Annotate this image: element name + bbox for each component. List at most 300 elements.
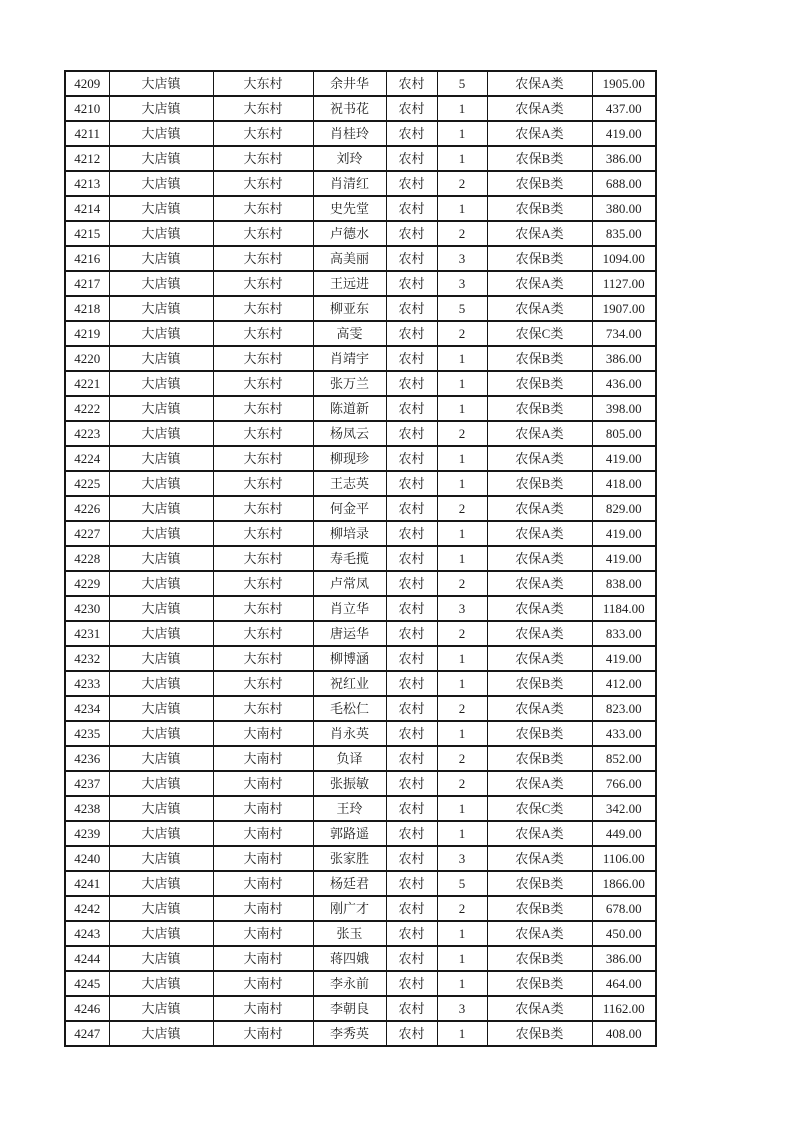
cell-person-count: 1 (437, 721, 487, 746)
cell-insurance-category: 农保B类 (487, 946, 592, 971)
cell-residence-type: 农村 (386, 771, 437, 796)
cell-town: 大店镇 (109, 721, 213, 746)
table-row (65, 396, 656, 421)
cell-row-no: 4230 (65, 596, 109, 621)
cell-insurance-category: 农保C类 (487, 321, 592, 346)
cell-village: 大东村 (213, 621, 313, 646)
cell-residence-type: 农村 (386, 246, 437, 271)
cell-village: 大东村 (213, 96, 313, 121)
cell-name: 张玉 (313, 921, 386, 946)
cell-insurance-category: 农保B类 (487, 721, 592, 746)
cell-amount: 688.00 (592, 171, 656, 196)
cell-village: 大东村 (213, 671, 313, 696)
cell-name: 肖永英 (313, 721, 386, 746)
cell-person-count: 1 (437, 1021, 487, 1046)
cell-insurance-category: 农保A类 (487, 646, 592, 671)
cell-amount: 1866.00 (592, 871, 656, 896)
cell-row-no: 4242 (65, 896, 109, 921)
cell-name: 李秀英 (313, 1021, 386, 1046)
cell-insurance-category: 农保A类 (487, 496, 592, 521)
cell-insurance-category: 农保B类 (487, 346, 592, 371)
cell-row-no: 4223 (65, 421, 109, 446)
cell-insurance-category: 农保A类 (487, 771, 592, 796)
cell-village: 大南村 (213, 821, 313, 846)
cell-person-count: 3 (437, 996, 487, 1021)
cell-town: 大店镇 (109, 621, 213, 646)
cell-town: 大店镇 (109, 696, 213, 721)
table-row (65, 196, 656, 221)
cell-person-count: 2 (437, 496, 487, 521)
cell-name: 毛松仁 (313, 696, 386, 721)
cell-town: 大店镇 (109, 946, 213, 971)
cell-village: 大东村 (213, 396, 313, 421)
cell-village: 大南村 (213, 921, 313, 946)
cell-residence-type: 农村 (386, 621, 437, 646)
table-row (65, 846, 656, 871)
cell-insurance-category: 农保B类 (487, 171, 592, 196)
cell-row-no: 4226 (65, 496, 109, 521)
cell-row-no: 4221 (65, 371, 109, 396)
cell-residence-type: 农村 (386, 121, 437, 146)
cell-town: 大店镇 (109, 771, 213, 796)
cell-name: 张振敏 (313, 771, 386, 796)
cell-amount: 342.00 (592, 796, 656, 821)
cell-amount: 835.00 (592, 221, 656, 246)
cell-amount: 1162.00 (592, 996, 656, 1021)
cell-name: 王志英 (313, 471, 386, 496)
cell-amount: 1094.00 (592, 246, 656, 271)
cell-village: 大东村 (213, 546, 313, 571)
cell-person-count: 3 (437, 846, 487, 871)
cell-person-count: 1 (437, 196, 487, 221)
cell-row-no: 4209 (65, 71, 109, 96)
cell-person-count: 1 (437, 521, 487, 546)
cell-amount: 418.00 (592, 471, 656, 496)
table-row (65, 871, 656, 896)
cell-amount: 838.00 (592, 571, 656, 596)
cell-insurance-category: 农保A类 (487, 571, 592, 596)
cell-amount: 386.00 (592, 146, 656, 171)
cell-name: 杨凤云 (313, 421, 386, 446)
cell-amount: 419.00 (592, 646, 656, 671)
cell-residence-type: 农村 (386, 796, 437, 821)
cell-insurance-category: 农保A类 (487, 546, 592, 571)
cell-residence-type: 农村 (386, 721, 437, 746)
cell-town: 大店镇 (109, 246, 213, 271)
cell-residence-type: 农村 (386, 521, 437, 546)
cell-person-count: 5 (437, 871, 487, 896)
cell-name: 柳现珍 (313, 446, 386, 471)
cell-name: 寿毛揽 (313, 546, 386, 571)
cell-row-no: 4210 (65, 96, 109, 121)
table-row (65, 371, 656, 396)
cell-town: 大店镇 (109, 496, 213, 521)
cell-row-no: 4228 (65, 546, 109, 571)
table-row (65, 621, 656, 646)
cell-town: 大店镇 (109, 521, 213, 546)
cell-residence-type: 农村 (386, 846, 437, 871)
cell-residence-type: 农村 (386, 146, 437, 171)
table-row (65, 896, 656, 921)
cell-town: 大店镇 (109, 146, 213, 171)
cell-row-no: 4241 (65, 871, 109, 896)
cell-insurance-category: 农保A类 (487, 696, 592, 721)
cell-row-no: 4233 (65, 671, 109, 696)
table-row (65, 246, 656, 271)
cell-village: 大东村 (213, 296, 313, 321)
cell-amount: 419.00 (592, 521, 656, 546)
table-row (65, 1021, 656, 1046)
cell-person-count: 1 (437, 471, 487, 496)
cell-residence-type: 农村 (386, 546, 437, 571)
cell-town: 大店镇 (109, 71, 213, 96)
table-row (65, 971, 656, 996)
cell-residence-type: 农村 (386, 871, 437, 896)
cell-village: 大东村 (213, 496, 313, 521)
cell-residence-type: 农村 (386, 421, 437, 446)
cell-amount: 1184.00 (592, 596, 656, 621)
cell-residence-type: 农村 (386, 346, 437, 371)
table-row (65, 996, 656, 1021)
cell-person-count: 1 (437, 371, 487, 396)
cell-person-count: 1 (437, 796, 487, 821)
table-row (65, 671, 656, 696)
cell-town: 大店镇 (109, 396, 213, 421)
cell-amount: 398.00 (592, 396, 656, 421)
cell-town: 大店镇 (109, 971, 213, 996)
cell-village: 大东村 (213, 696, 313, 721)
cell-name: 柳博涵 (313, 646, 386, 671)
cell-town: 大店镇 (109, 346, 213, 371)
cell-residence-type: 农村 (386, 996, 437, 1021)
cell-person-count: 1 (437, 671, 487, 696)
cell-person-count: 1 (437, 96, 487, 121)
cell-village: 大东村 (213, 246, 313, 271)
cell-amount: 829.00 (592, 496, 656, 521)
cell-person-count: 2 (437, 421, 487, 446)
table-row (65, 121, 656, 146)
cell-residence-type: 农村 (386, 696, 437, 721)
cell-insurance-category: 农保B类 (487, 246, 592, 271)
cell-row-no: 4212 (65, 146, 109, 171)
cell-amount: 1127.00 (592, 271, 656, 296)
cell-amount: 419.00 (592, 121, 656, 146)
cell-village: 大东村 (213, 521, 313, 546)
cell-village: 大东村 (213, 571, 313, 596)
cell-name: 负译 (313, 746, 386, 771)
cell-insurance-category: 农保A类 (487, 821, 592, 846)
cell-insurance-category: 农保A类 (487, 96, 592, 121)
table-row (65, 821, 656, 846)
cell-person-count: 5 (437, 296, 487, 321)
cell-village: 大东村 (213, 346, 313, 371)
cell-residence-type: 农村 (386, 1021, 437, 1046)
cell-village: 大东村 (213, 146, 313, 171)
cell-insurance-category: 农保B类 (487, 871, 592, 896)
cell-person-count: 1 (437, 446, 487, 471)
cell-village: 大南村 (213, 871, 313, 896)
cell-residence-type: 农村 (386, 96, 437, 121)
cell-town: 大店镇 (109, 446, 213, 471)
cell-town: 大店镇 (109, 321, 213, 346)
cell-insurance-category: 农保C类 (487, 796, 592, 821)
cell-residence-type: 农村 (386, 296, 437, 321)
cell-row-no: 4240 (65, 846, 109, 871)
table-row (65, 446, 656, 471)
cell-person-count: 1 (437, 146, 487, 171)
cell-row-no: 4245 (65, 971, 109, 996)
cell-town: 大店镇 (109, 196, 213, 221)
table-row (65, 646, 656, 671)
table-row (65, 771, 656, 796)
cell-row-no: 4216 (65, 246, 109, 271)
cell-residence-type: 农村 (386, 496, 437, 521)
cell-name: 何金平 (313, 496, 386, 521)
cell-person-count: 5 (437, 71, 487, 96)
table-row (65, 546, 656, 571)
cell-residence-type: 农村 (386, 71, 437, 96)
table-row (65, 96, 656, 121)
cell-row-no: 4218 (65, 296, 109, 321)
cell-person-count: 2 (437, 571, 487, 596)
table-row (65, 946, 656, 971)
cell-insurance-category: 农保B类 (487, 396, 592, 421)
cell-village: 大东村 (213, 71, 313, 96)
cell-person-count: 1 (437, 396, 487, 421)
cell-town: 大店镇 (109, 421, 213, 446)
cell-village: 大东村 (213, 171, 313, 196)
cell-person-count: 2 (437, 171, 487, 196)
cell-name: 肖清红 (313, 171, 386, 196)
cell-town: 大店镇 (109, 121, 213, 146)
cell-residence-type: 农村 (386, 896, 437, 921)
cell-insurance-category: 农保B类 (487, 896, 592, 921)
cell-amount: 450.00 (592, 921, 656, 946)
cell-person-count: 2 (437, 321, 487, 346)
cell-insurance-category: 农保B类 (487, 471, 592, 496)
cell-residence-type: 农村 (386, 571, 437, 596)
cell-residence-type: 农村 (386, 821, 437, 846)
cell-row-no: 4225 (65, 471, 109, 496)
cell-name: 王远进 (313, 271, 386, 296)
cell-insurance-category: 农保B类 (487, 1021, 592, 1046)
cell-insurance-category: 农保B类 (487, 196, 592, 221)
cell-residence-type: 农村 (386, 271, 437, 296)
cell-residence-type: 农村 (386, 471, 437, 496)
cell-row-no: 4217 (65, 271, 109, 296)
cell-name: 卢常凤 (313, 571, 386, 596)
cell-amount: 833.00 (592, 621, 656, 646)
cell-amount: 823.00 (592, 696, 656, 721)
cell-amount: 380.00 (592, 196, 656, 221)
table-row (65, 796, 656, 821)
cell-row-no: 4220 (65, 346, 109, 371)
cell-amount: 1905.00 (592, 71, 656, 96)
cell-name: 李永前 (313, 971, 386, 996)
cell-residence-type: 农村 (386, 671, 437, 696)
cell-person-count: 1 (437, 646, 487, 671)
cell-row-no: 4238 (65, 796, 109, 821)
cell-village: 大东村 (213, 121, 313, 146)
cell-insurance-category: 农保A类 (487, 421, 592, 446)
cell-amount: 386.00 (592, 946, 656, 971)
cell-insurance-category: 农保A类 (487, 221, 592, 246)
cell-insurance-category: 农保A类 (487, 271, 592, 296)
cell-name: 李朝良 (313, 996, 386, 1021)
cell-village: 大南村 (213, 971, 313, 996)
table-row (65, 746, 656, 771)
cell-town: 大店镇 (109, 646, 213, 671)
table-row (65, 221, 656, 246)
cell-person-count: 1 (437, 946, 487, 971)
cell-name: 祝书花 (313, 96, 386, 121)
table-row (65, 471, 656, 496)
table-row (65, 296, 656, 321)
cell-town: 大店镇 (109, 471, 213, 496)
cell-amount: 852.00 (592, 746, 656, 771)
cell-row-no: 4229 (65, 571, 109, 596)
cell-town: 大店镇 (109, 371, 213, 396)
cell-name: 肖靖宇 (313, 346, 386, 371)
cell-residence-type: 农村 (386, 596, 437, 621)
table-row (65, 521, 656, 546)
cell-village: 大南村 (213, 1021, 313, 1046)
cell-row-no: 4244 (65, 946, 109, 971)
table-row (65, 346, 656, 371)
cell-village: 大南村 (213, 796, 313, 821)
cell-insurance-category: 农保A类 (487, 596, 592, 621)
cell-village: 大东村 (213, 321, 313, 346)
cell-insurance-category: 农保A类 (487, 846, 592, 871)
cell-name: 柳亚东 (313, 296, 386, 321)
cell-residence-type: 农村 (386, 971, 437, 996)
cell-amount: 433.00 (592, 721, 656, 746)
cell-town: 大店镇 (109, 796, 213, 821)
cell-insurance-category: 农保B类 (487, 971, 592, 996)
cell-residence-type: 农村 (386, 221, 437, 246)
cell-town: 大店镇 (109, 996, 213, 1021)
table-row (65, 596, 656, 621)
cell-insurance-category: 农保B类 (487, 746, 592, 771)
cell-village: 大东村 (213, 446, 313, 471)
cell-village: 大东村 (213, 221, 313, 246)
cell-residence-type: 农村 (386, 196, 437, 221)
cell-town: 大店镇 (109, 171, 213, 196)
cell-amount: 1106.00 (592, 846, 656, 871)
cell-person-count: 1 (437, 546, 487, 571)
cell-name: 高美丽 (313, 246, 386, 271)
cell-row-no: 4236 (65, 746, 109, 771)
cell-town: 大店镇 (109, 571, 213, 596)
cell-row-no: 4215 (65, 221, 109, 246)
table-row (65, 321, 656, 346)
cell-name: 张家胜 (313, 846, 386, 871)
table-row (65, 71, 656, 96)
cell-village: 大南村 (213, 896, 313, 921)
cell-row-no: 4227 (65, 521, 109, 546)
cell-insurance-category: 农保A类 (487, 621, 592, 646)
cell-village: 大南村 (213, 771, 313, 796)
cell-name: 肖桂玲 (313, 121, 386, 146)
cell-village: 大南村 (213, 996, 313, 1021)
cell-amount: 678.00 (592, 896, 656, 921)
cell-person-count: 1 (437, 346, 487, 371)
cell-residence-type: 农村 (386, 746, 437, 771)
cell-village: 大东村 (213, 596, 313, 621)
cell-row-no: 4246 (65, 996, 109, 1021)
cell-town: 大店镇 (109, 921, 213, 946)
cell-town: 大店镇 (109, 821, 213, 846)
cell-person-count: 2 (437, 696, 487, 721)
cell-name: 高雯 (313, 321, 386, 346)
cell-insurance-category: 农保A类 (487, 121, 592, 146)
cell-name: 柳培录 (313, 521, 386, 546)
cell-row-no: 4213 (65, 171, 109, 196)
cell-insurance-category: 农保A类 (487, 446, 592, 471)
cell-name: 祝红业 (313, 671, 386, 696)
cell-row-no: 4239 (65, 821, 109, 846)
cell-row-no: 4232 (65, 646, 109, 671)
table-row (65, 921, 656, 946)
cell-person-count: 2 (437, 746, 487, 771)
cell-amount: 436.00 (592, 371, 656, 396)
cell-amount: 464.00 (592, 971, 656, 996)
cell-name: 刘玲 (313, 146, 386, 171)
cell-amount: 419.00 (592, 446, 656, 471)
cell-person-count: 3 (437, 246, 487, 271)
cell-amount: 437.00 (592, 96, 656, 121)
cell-residence-type: 农村 (386, 171, 437, 196)
cell-person-count: 1 (437, 121, 487, 146)
cell-name: 刚广才 (313, 896, 386, 921)
cell-row-no: 4219 (65, 321, 109, 346)
cell-village: 大南村 (213, 846, 313, 871)
table-row (65, 171, 656, 196)
cell-amount: 805.00 (592, 421, 656, 446)
cell-insurance-category: 农保A类 (487, 996, 592, 1021)
cell-town: 大店镇 (109, 671, 213, 696)
cell-row-no: 4222 (65, 396, 109, 421)
cell-village: 大东村 (213, 471, 313, 496)
cell-row-no: 4211 (65, 121, 109, 146)
cell-village: 大东村 (213, 371, 313, 396)
cell-town: 大店镇 (109, 96, 213, 121)
cell-village: 大南村 (213, 746, 313, 771)
cell-residence-type: 农村 (386, 321, 437, 346)
cell-person-count: 3 (437, 271, 487, 296)
cell-amount: 766.00 (592, 771, 656, 796)
cell-amount: 1907.00 (592, 296, 656, 321)
cell-person-count: 2 (437, 221, 487, 246)
table-body (65, 71, 656, 1046)
cell-name: 杨廷君 (313, 871, 386, 896)
cell-person-count: 2 (437, 896, 487, 921)
cell-row-no: 4243 (65, 921, 109, 946)
cell-village: 大东村 (213, 421, 313, 446)
cell-name: 余井华 (313, 71, 386, 96)
table-row (65, 421, 656, 446)
cell-insurance-category: 农保B类 (487, 671, 592, 696)
cell-row-no: 4247 (65, 1021, 109, 1046)
cell-row-no: 4224 (65, 446, 109, 471)
cell-town: 大店镇 (109, 296, 213, 321)
cell-town: 大店镇 (109, 1021, 213, 1046)
cell-name: 王玲 (313, 796, 386, 821)
table-row (65, 146, 656, 171)
cell-name: 史先堂 (313, 196, 386, 221)
table-row (65, 571, 656, 596)
cell-name: 卢德水 (313, 221, 386, 246)
